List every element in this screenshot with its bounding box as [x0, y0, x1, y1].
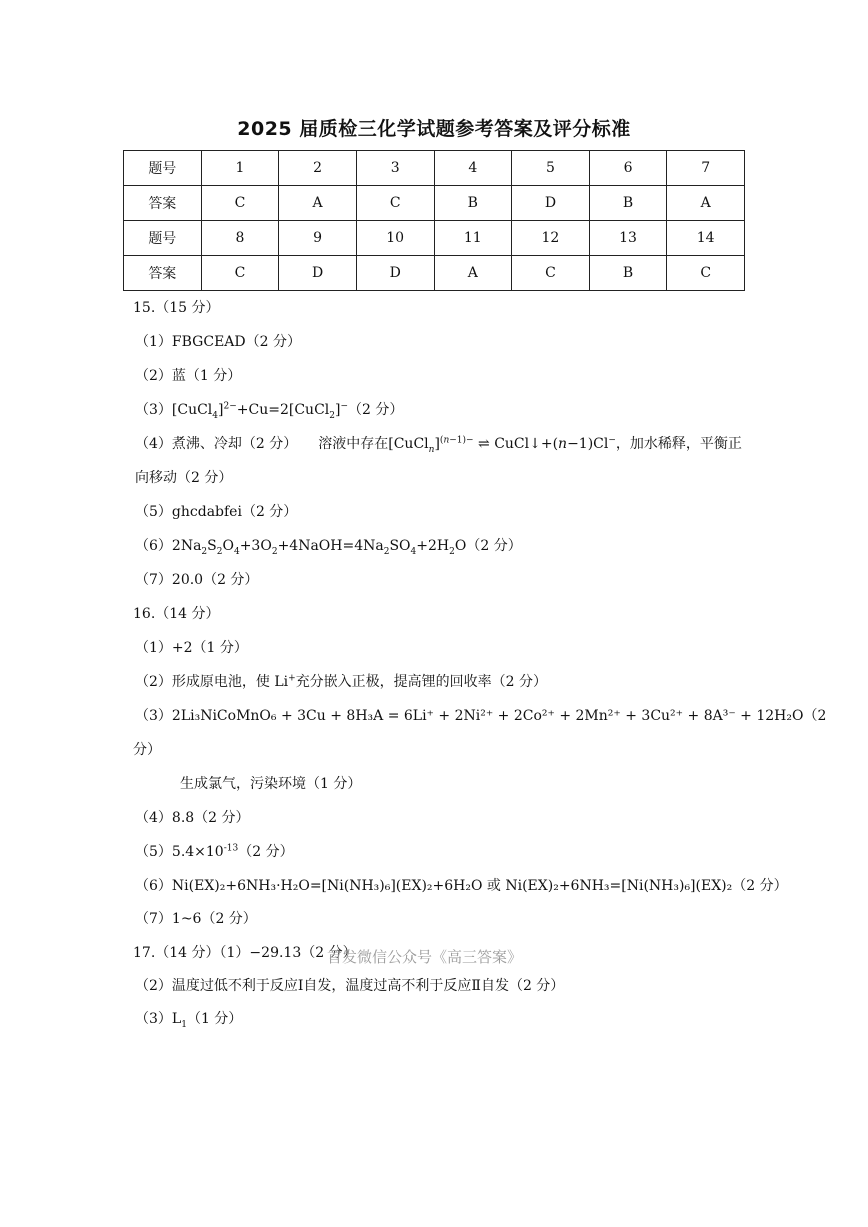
- q17-answer-2: （2）温度过低不利于反应Ⅰ自发，温度过高不利于反应Ⅱ自发（2 分）: [135, 978, 565, 994]
- table-cell: C: [201, 186, 279, 221]
- watermark: 首发微信公众号《高三答案》: [327, 948, 523, 966]
- answer-table: [123, 150, 745, 291]
- q17-answer-3: $(3)L_1(1$ 分）: [135, 1011, 243, 1030]
- table-cell: A: [667, 186, 745, 221]
- table-cell: A: [434, 256, 512, 291]
- q15-answer-1: （1）FBGCEAD（2 分）: [135, 334, 301, 350]
- q17-heading: 17.（14 分）（1）−29.13（2 分）: [133, 945, 357, 961]
- table-cell: 6: [589, 151, 667, 186]
- table-cell: 1: [201, 151, 279, 186]
- table-cell: C: [356, 186, 434, 221]
- table-cell: 10: [356, 221, 434, 256]
- table-row: [124, 221, 745, 256]
- table-cell: B: [589, 256, 667, 291]
- q15-answer-3: （3）[CuCl$_4$]$^{2-}$+Cu=2[CuCl$_2$]−（2 分）: [135, 401, 404, 421]
- q16-answer-4: （4）8.8（2 分）: [135, 810, 250, 826]
- row-header-cell: 题号: [124, 221, 202, 256]
- q16-answer-3-cont: 分）: [133, 742, 161, 758]
- table-cell: C: [667, 256, 745, 291]
- table-cell: 13: [589, 221, 667, 256]
- table-cell: C: [201, 256, 279, 291]
- q15-answer-6: $(6)2Na_2S_2O_4+3O_2+4NaOH=4Na_2SO_4+2H_2O(2$ 分）: [135, 538, 522, 557]
- q15-answer-4: （4）煮沸、冷却（2 分） 溶液中存在[CuCl$_n$]$^{(n-1)-}$ ⇌ CuCl↓+(n−1)Cl−，加水稀释，平衡正: [135, 435, 742, 455]
- table-cell: 5: [512, 151, 590, 186]
- q16-answer-5: $(5)5.4\times 10^{-13}(2$ 分）: [135, 843, 294, 860]
- table-cell: 11: [434, 221, 512, 256]
- table-cell: D: [512, 186, 590, 221]
- table-cell: 14: [667, 221, 745, 256]
- q16-heading: 16.（14 分）: [133, 606, 220, 622]
- row-header-cell: 题号: [124, 151, 202, 186]
- table-cell: B: [434, 186, 512, 221]
- q16-answer-1: （1）+2（1 分）: [135, 640, 248, 656]
- table-cell: B: [589, 186, 667, 221]
- table-cell: 2: [279, 151, 357, 186]
- page-title: 2025 届质检三化学试题参考答案及评分标准: [237, 118, 631, 140]
- table-cell: 8: [201, 221, 279, 256]
- row-header-cell: 答案: [124, 256, 202, 291]
- table-cell: 4: [434, 151, 512, 186]
- table-cell: D: [279, 256, 357, 291]
- table-cell: C: [512, 256, 590, 291]
- q16-answer-2: （2）形成原电池，使 Li+充分嵌入正极，提高锂的回收率（2 分）: [135, 673, 548, 690]
- table-cell: D: [356, 256, 434, 291]
- q16-answer-3-note: 生成氯气，污染环境（1 分）: [180, 776, 362, 792]
- q15-answer-7: （7）20.0（2 分）: [135, 572, 259, 588]
- table-cell: 7: [667, 151, 745, 186]
- table-cell: 3: [356, 151, 434, 186]
- table-cell: 12: [512, 221, 590, 256]
- table-cell: 9: [279, 221, 357, 256]
- q15-answer-4-cont: 向移动（2 分）: [135, 470, 233, 486]
- q16-answer-6: （6）Ni(EX)₂+6NH₃·H₂O=[Ni(NH₃)₆](EX)₂+6H₂O 或 Ni(EX)₂+6NH₃=[Ni(NH₃)₆](EX)₂（2 分）: [135, 878, 788, 894]
- q16-answer-3: （3）2Li₃NiCoMnO₆ + 3Cu + 8H₃A = 6Li⁺ + 2Ni²⁺ + 2Co²⁺ + 2Mn²⁺ + 3Cu²⁺ + 8A³⁻ + 12H₂O（2: [135, 708, 827, 724]
- table-row: [124, 151, 745, 186]
- table-cell: A: [279, 186, 357, 221]
- q15-answer-2: （2）蓝（1 分）: [135, 368, 242, 384]
- row-header-cell: 答案: [124, 186, 202, 221]
- q15-answer-5: （5）ghcdabfei（2 分）: [135, 504, 298, 520]
- table-row: [124, 186, 745, 221]
- q15-heading: 15.（15 分）: [133, 300, 220, 316]
- q16-answer-7: （7）1~6（2 分）: [135, 911, 257, 927]
- table-row: [124, 256, 745, 291]
